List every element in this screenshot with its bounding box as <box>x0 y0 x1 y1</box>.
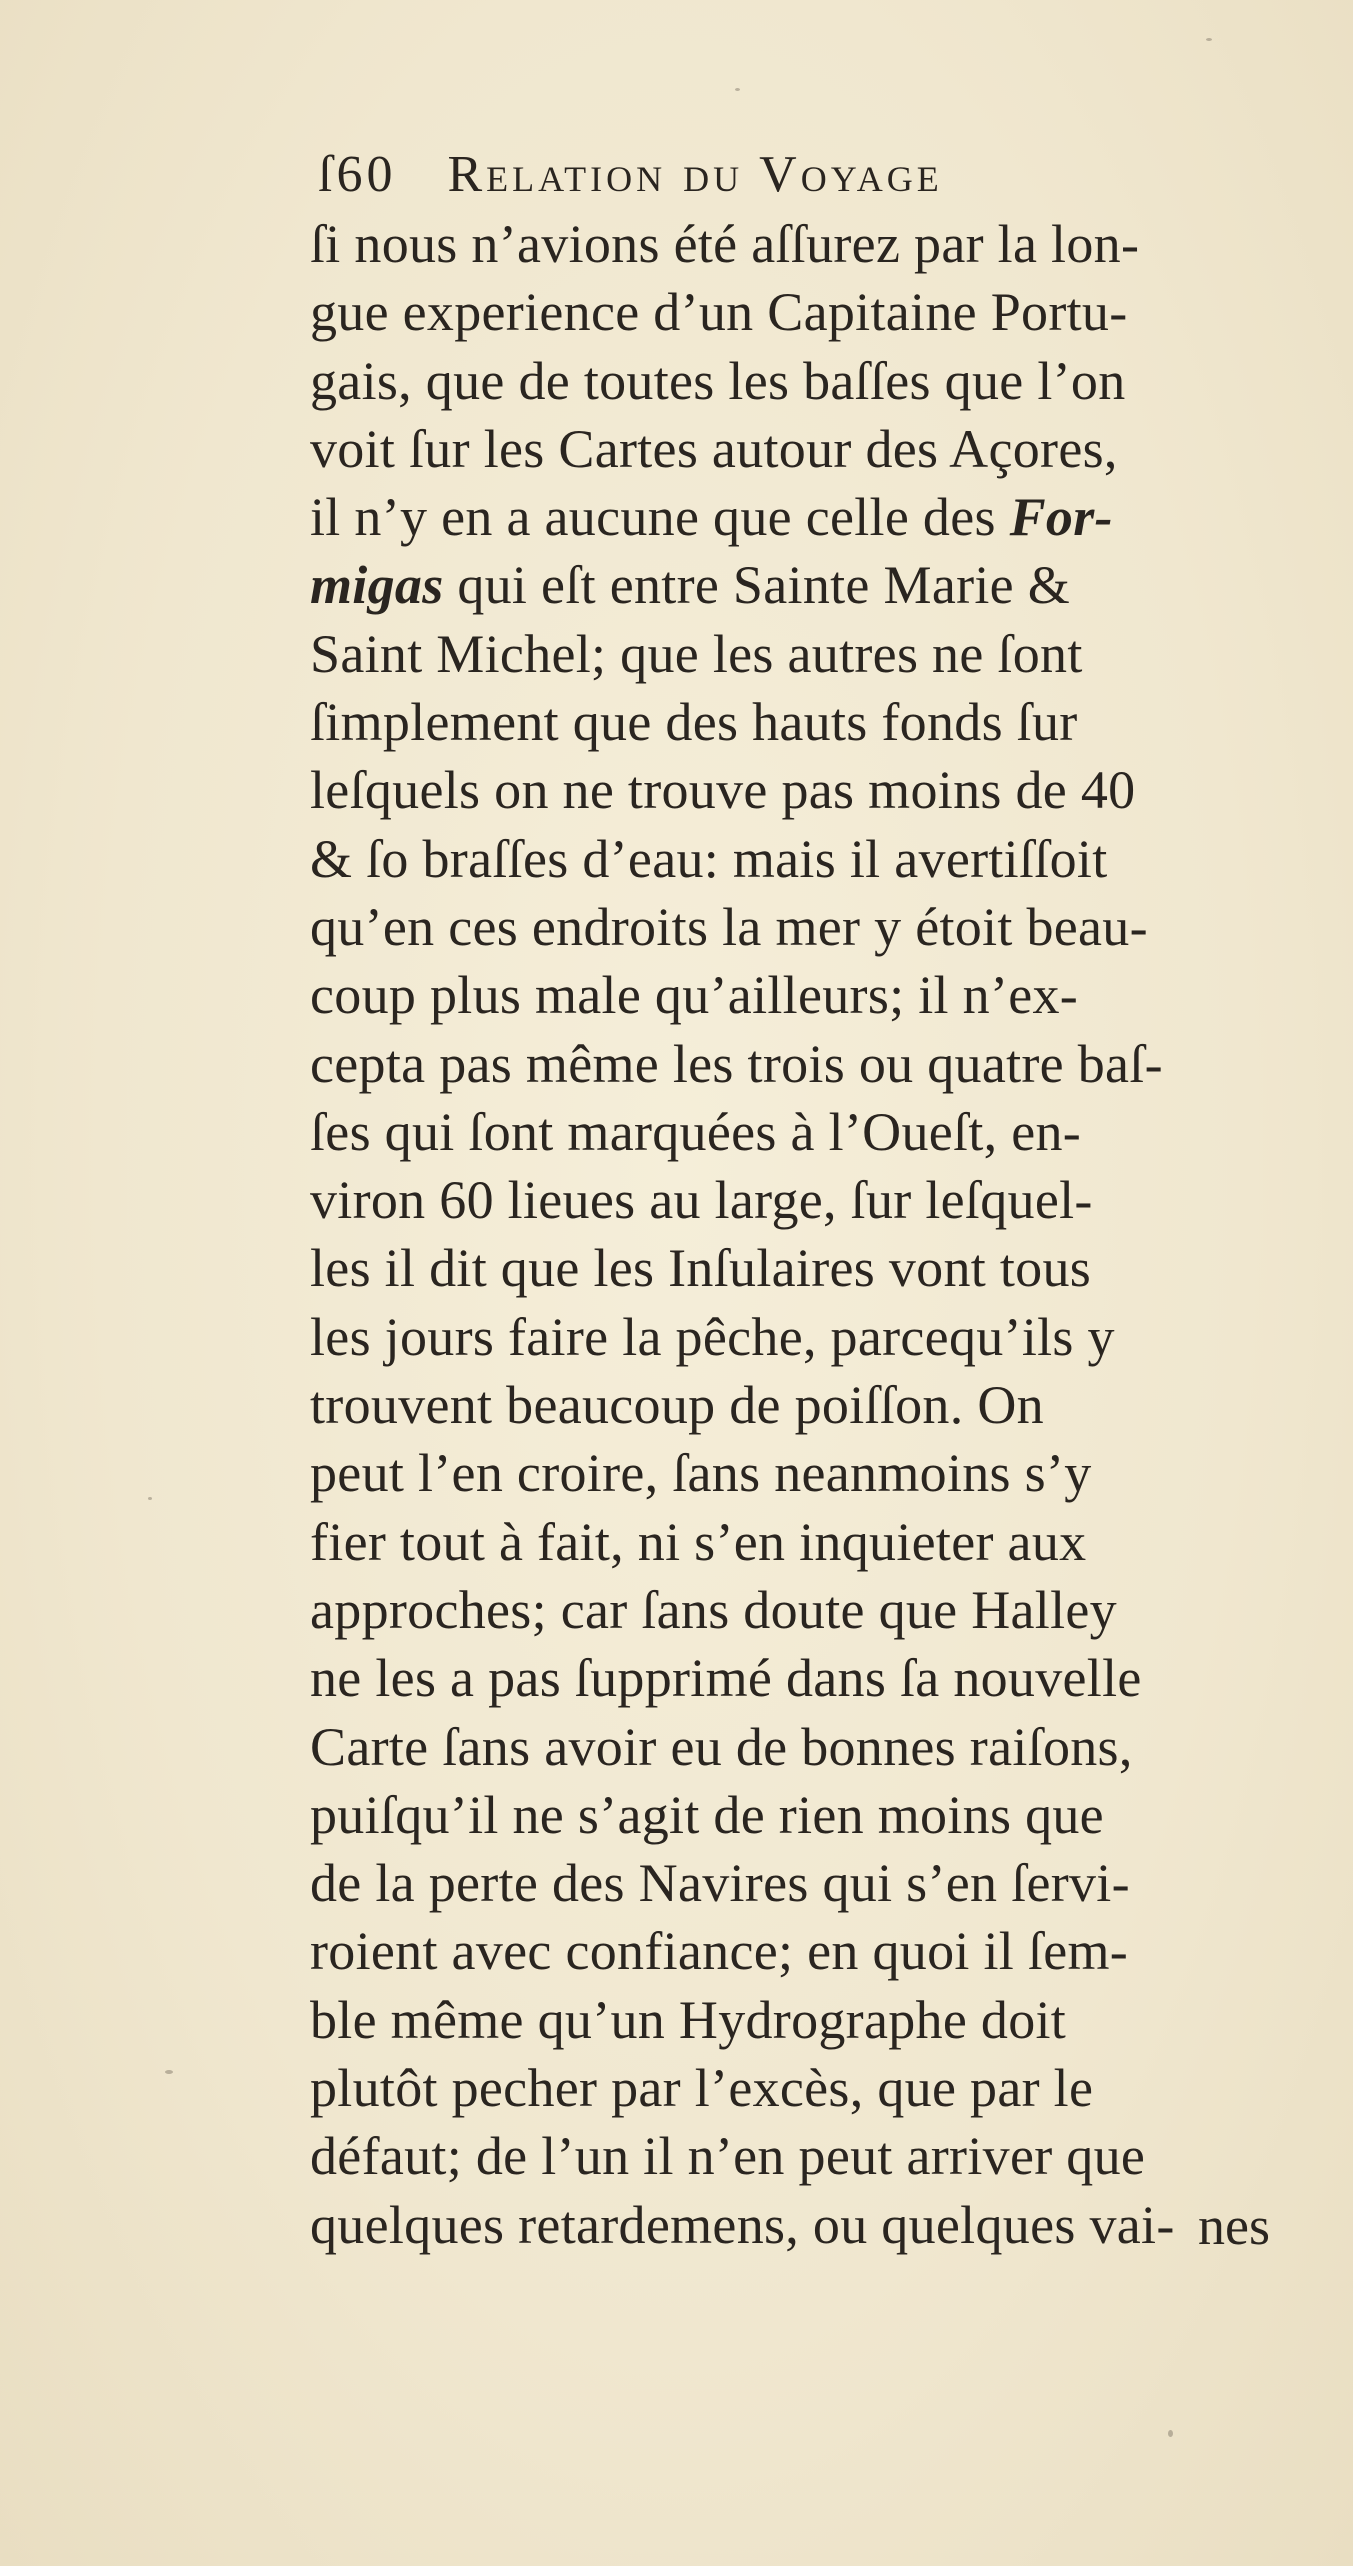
text-line: ſi nous n’avions été aſſurez par la lon- <box>310 214 1140 274</box>
text-line: puiſqu’il ne s’agit de rien moins que <box>310 1784 1104 1845</box>
paper-speck <box>1168 2430 1173 2437</box>
text-line: leſquels on ne trouve pas moins de 40 <box>310 760 1136 821</box>
text-line: les il dit que les Inſulaires vont tous <box>310 1238 1092 1299</box>
paper-speck <box>165 2070 173 2074</box>
text-line: peut l’en croire, ſans neanmoins s’y <box>310 1443 1092 1504</box>
text-line: & ſo braſſes d’eau: mais il avertiſſoit <box>310 828 1108 889</box>
text-line-part: il n’y en a aucune que celle des <box>310 487 996 548</box>
text-line: défaut; de l’un il n’en peut arriver que <box>310 2126 1146 2187</box>
text-line: ſimplement que des hauts fonds ſur <box>310 692 1078 753</box>
text-line: ſes qui ſont marquées à l’Oueſt, en- <box>310 1101 1082 1162</box>
text-line: cepta pas même les trois ou quatre baſ- <box>310 1033 1163 1094</box>
paper-speck <box>735 88 740 91</box>
text-line: fier tout à fait, ni s’en inquieter aux <box>310 1511 1087 1572</box>
page-header <box>318 140 1198 210</box>
text-line-part: qui eſt entre Sainte Marie & <box>443 555 1071 616</box>
italic-word: For- <box>1009 487 1113 548</box>
text-line: quelques retardemens, ou quelques vai- <box>310 2194 1175 2255</box>
text-line: de la perte des Navires qui s’en ſervi- <box>310 1853 1130 1914</box>
text-line: qu’en ces endroits la mer y étoit beau- <box>310 896 1148 957</box>
text-line: gais, que de toutes les baſſes que l’on <box>310 350 1126 411</box>
page-number: ſ60 <box>318 146 397 203</box>
text-line: les jours faire la pêche, parcequ’ils y <box>310 1306 1115 1367</box>
text-line <box>310 551 1350 619</box>
text-line: approches; car ſans doute que Halley <box>310 1579 1117 1640</box>
text-line: viron 60 lieues au large, ſur leſquel- <box>310 1170 1093 1231</box>
text-line: roient avec confiance; en quoi il ſem- <box>310 1921 1129 1982</box>
text-line: Saint Michel; que les autres ne ſont <box>310 623 1083 684</box>
text-line: ne les a pas ſupprimé dans ſa nouvelle <box>310 1648 1142 1709</box>
running-title: Relation du Voyage <box>447 146 943 203</box>
paper-speck <box>148 1497 152 1500</box>
paper-speck <box>1206 38 1212 41</box>
text-line: voit ſur les Cartes autour des Açores, <box>310 418 1118 479</box>
text-line: Carte ſans avoir eu de bonnes raiſons, <box>310 1716 1133 1777</box>
text-line: coup plus male qu’ailleurs; il n’ex- <box>310 965 1079 1026</box>
text-line <box>310 483 1350 551</box>
body-text <box>310 210 1350 2259</box>
catchword: nes <box>1198 2196 1270 2256</box>
text-line: gue experience d’un Capitaine Portu- <box>310 282 1128 343</box>
text-line: ble même qu’un Hydrographe doit <box>310 1989 1067 2050</box>
text-line: plutôt pecher par l’excès, que par le <box>310 2058 1094 2119</box>
text-line: trouvent beaucoup de poiſſon. On <box>310 1375 1044 1436</box>
italic-word: migas <box>310 555 444 616</box>
